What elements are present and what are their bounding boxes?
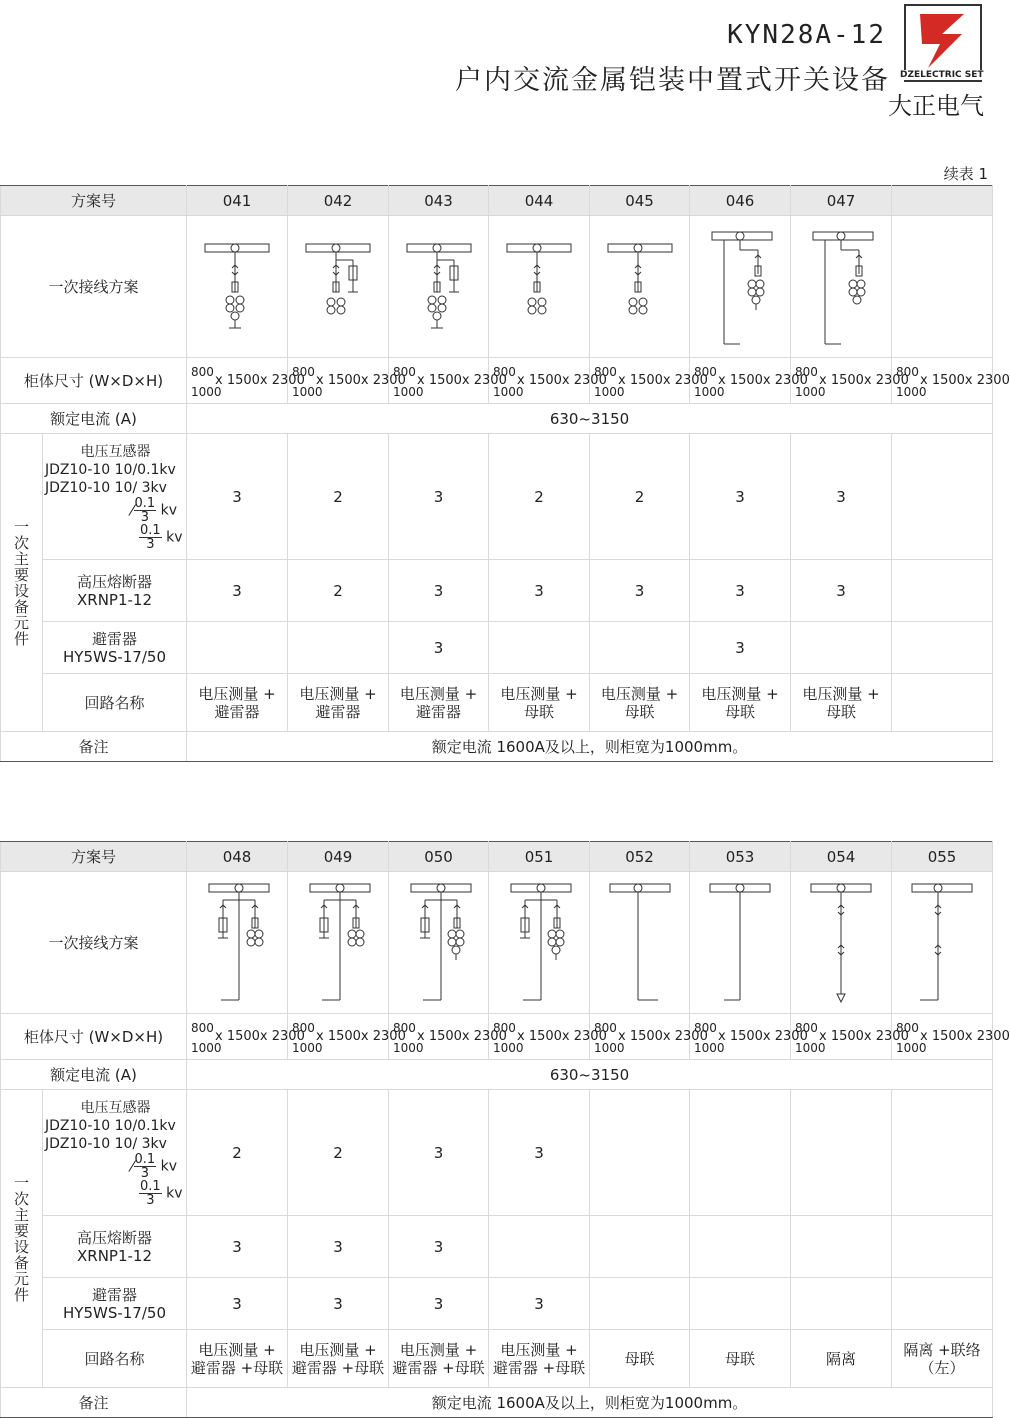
vt-qty xyxy=(892,434,993,560)
main-equipment-label: 一次主要设备元件 xyxy=(1,434,43,732)
arrester-qty: 3 xyxy=(389,622,489,674)
scheme-number: 054 xyxy=(791,842,892,872)
scheme-number-label: 方案号 xyxy=(1,186,187,216)
vt-qty xyxy=(590,1090,690,1216)
cabinet-size: 800 1000 x 1500x 2300 xyxy=(389,1014,489,1060)
wiring-diagram-043 xyxy=(389,216,489,358)
fuse-qty xyxy=(690,1216,791,1278)
circuit-name: 隔离 xyxy=(791,1330,892,1388)
cabinet-size: 800 1000 x 1500x 2300 xyxy=(389,358,489,404)
arrester-qty xyxy=(288,622,389,674)
scheme-number: 045 xyxy=(590,186,690,216)
arrester-qty xyxy=(489,622,590,674)
rated-current-row xyxy=(1,404,993,434)
scheme-number: 049 xyxy=(288,842,389,872)
circuit-name: 电压测量 + 母联 xyxy=(489,674,590,732)
arrester-qty xyxy=(791,622,892,674)
circuit-name: 隔离 +联络 （左） xyxy=(892,1330,993,1388)
fuse-qty: 3 xyxy=(288,1216,389,1278)
rated-current-value: 630~3150 xyxy=(187,1060,993,1090)
arrester-qty: 3 xyxy=(187,1278,288,1330)
wiring-diagram-054 xyxy=(791,872,892,1014)
arrester-qty xyxy=(690,1278,791,1330)
scheme-table-1 xyxy=(0,185,1010,762)
arrester-qty xyxy=(187,622,288,674)
cabinet-size: 800 1000 x 1500x 2300 xyxy=(791,358,892,404)
wiring-diagram-053 xyxy=(690,872,791,1014)
circuit-name: 电压测量 + 避雷器 +母联 xyxy=(288,1330,389,1388)
cabinet-size: 800 1000 x 1500x 2300 xyxy=(187,1014,288,1060)
remark-row xyxy=(1,1388,993,1418)
wiring-diagram-051 xyxy=(489,872,590,1014)
vt-qty: 2 xyxy=(288,434,389,560)
wiring-diagram-041 xyxy=(187,216,288,358)
vt-qty: 3 xyxy=(389,434,489,560)
fuse-qty: 3 xyxy=(389,560,489,622)
cabinet-size-label: 柜体尺寸 (W×D×H) xyxy=(1,1014,187,1060)
page-title: 户内交流金属铠装中置式开关设备 xyxy=(455,65,890,96)
scheme-number: 044 xyxy=(489,186,590,216)
circuit-name: 电压测量 + 避雷器 xyxy=(288,674,389,732)
circuit-name-row xyxy=(1,674,993,732)
circuit-name: 电压测量 + 母联 xyxy=(690,674,791,732)
wiring-diagram-055 xyxy=(892,872,993,1014)
vt-qty: 2 xyxy=(590,434,690,560)
vt-qty xyxy=(791,1090,892,1216)
rated-current-label: 额定电流 (A) xyxy=(1,404,187,434)
cabinet-size: 800 1000 x 1500x 2300 xyxy=(590,1014,690,1060)
cabinet-size: 800 1000 x 1500x 2300 xyxy=(892,358,993,404)
fuse-qty xyxy=(892,1216,993,1278)
scheme-number: 042 xyxy=(288,186,389,216)
scheme-number: 047 xyxy=(791,186,892,216)
arrester-qty xyxy=(590,1278,690,1330)
wiring-diagram-049 xyxy=(288,872,389,1014)
circuit-name-label: 回路名称 xyxy=(43,1330,187,1388)
wiring-row xyxy=(1,872,993,1014)
rated-current-row xyxy=(1,1060,993,1090)
arrester-label: 避雷器 HY5WS-17/50 xyxy=(43,622,187,674)
circuit-name-label: 回路名称 xyxy=(43,674,187,732)
main-equipment-label: 一次主要设备元件 xyxy=(1,1090,43,1388)
arrester-qty: 3 xyxy=(288,1278,389,1330)
fuse-label: 高压熔断器 XRNP1-12 xyxy=(43,1216,187,1278)
circuit-name: 电压测量 + 母联 xyxy=(590,674,690,732)
wiring-diagram-046 xyxy=(690,216,791,358)
arrester-row xyxy=(1,1278,993,1330)
fuse-qty xyxy=(489,1216,590,1278)
rated-current-label: 额定电流 (A) xyxy=(1,1060,187,1090)
scheme-table-2 xyxy=(0,841,1010,1418)
cabinet-size: 800 1000 x 1500x 2300 xyxy=(690,358,791,404)
vt-qty: 3 xyxy=(489,1090,590,1216)
scheme-number: 043 xyxy=(389,186,489,216)
scheme-number: 053 xyxy=(690,842,791,872)
wiring-diagram-052 xyxy=(590,872,690,1014)
arrester-label: 避雷器 HY5WS-17/50 xyxy=(43,1278,187,1330)
circuit-name: 电压测量 + 避雷器 +母联 xyxy=(187,1330,288,1388)
arrester-qty: 3 xyxy=(690,622,791,674)
vt-row xyxy=(1,434,993,560)
cabinet-size: 800 1000 x 1500x 2300 xyxy=(892,1014,993,1060)
wiring-diagram-050 xyxy=(389,872,489,1014)
vt-qty xyxy=(892,1090,993,1216)
scheme-number: 046 xyxy=(690,186,791,216)
fuse-qty: 3 xyxy=(590,560,690,622)
vt-qty: 3 xyxy=(187,434,288,560)
fuse-qty xyxy=(791,1216,892,1278)
vt-qty: 2 xyxy=(288,1090,389,1216)
fuse-qty: 2 xyxy=(288,560,389,622)
model-number: KYN28A-12 xyxy=(727,20,886,50)
vt-qty: 3 xyxy=(791,434,892,560)
circuit-name: 母联 xyxy=(690,1330,791,1388)
scheme-number: 051 xyxy=(489,842,590,872)
cabinet-size: 800 1000 x 1500x 2300 xyxy=(690,1014,791,1060)
remark-label: 备注 xyxy=(1,732,187,762)
arrester-qty xyxy=(892,622,993,674)
cabinet-size: 800 1000 x 1500x 2300 xyxy=(489,358,590,404)
wiring-diagram-044 xyxy=(489,216,590,358)
wiring-diagram-empty xyxy=(892,216,993,358)
circuit-name: 电压测量 + 避雷器 +母联 xyxy=(389,1330,489,1388)
remark-label: 备注 xyxy=(1,1388,187,1418)
scheme-number-row xyxy=(1,186,993,216)
fuse-row xyxy=(1,560,993,622)
arrester-row xyxy=(1,622,993,674)
vt-qty xyxy=(690,1090,791,1216)
rated-current-value: 630~3150 xyxy=(187,404,993,434)
arrester-qty xyxy=(791,1278,892,1330)
logo-chinese-name: 大正电气 xyxy=(888,92,984,120)
fuse-qty: 3 xyxy=(690,560,791,622)
vt-label: 电压互感器 JDZ10-10 10/0.1kv JDZ10-10 10/ 3kv ⁄ $\frac{0.1}{3}$ kv $\frac{0.1}{3}$ kv xyxy=(43,1090,187,1216)
vt-label: 电压互感器 JDZ10-10 10/0.1kv JDZ10-10 10/ 3kv ⁄ $\frac{0.1}{3}$ kv $\frac{0.1}{3}$ kv xyxy=(43,434,187,560)
arrester-qty xyxy=(590,622,690,674)
remark-text: 额定电流 1600A及以上，则柜宽为1000mm。 xyxy=(187,1388,993,1418)
lightning-icon xyxy=(906,6,980,80)
wiring-diagram-045 xyxy=(590,216,690,358)
circuit-name: 母联 xyxy=(590,1330,690,1388)
wiring-row xyxy=(1,216,993,358)
fuse-label: 高压熔断器 XRNP1-12 xyxy=(43,560,187,622)
cabinet-size-row xyxy=(1,1014,993,1060)
cabinet-size: 800 1000 x 1500x 2300 xyxy=(187,358,288,404)
continued-label: 续表 1 xyxy=(943,165,988,183)
circuit-name xyxy=(892,674,993,732)
wiring-diagram-047 xyxy=(791,216,892,358)
scheme-number: 055 xyxy=(892,842,993,872)
scheme-number-row xyxy=(1,842,993,872)
wiring-label: 一次接线方案 xyxy=(1,216,187,358)
cabinet-size-row xyxy=(1,358,993,404)
scheme-number: 050 xyxy=(389,842,489,872)
circuit-name: 电压测量 + 母联 xyxy=(791,674,892,732)
vt-qty: 3 xyxy=(389,1090,489,1216)
remark-row xyxy=(1,732,993,762)
logo-text: DZELECTRIC SET xyxy=(900,70,984,80)
scheme-number: 048 xyxy=(187,842,288,872)
fuse-row xyxy=(1,1216,993,1278)
wiring-label: 一次接线方案 xyxy=(1,872,187,1014)
cabinet-size: 800 1000 x 1500x 2300 xyxy=(288,358,389,404)
cabinet-size: 800 1000 x 1500x 2300 xyxy=(791,1014,892,1060)
company-logo xyxy=(888,4,996,120)
fuse-qty: 3 xyxy=(389,1216,489,1278)
circuit-name: 电压测量 + 避雷器 xyxy=(187,674,288,732)
wiring-diagram-048 xyxy=(187,872,288,1014)
fuse-qty xyxy=(590,1216,690,1278)
fuse-qty xyxy=(892,560,993,622)
circuit-name: 电压测量 + 避雷器 +母联 xyxy=(489,1330,590,1388)
remark-text: 额定电流 1600A及以上，则柜宽为1000mm。 xyxy=(187,732,993,762)
vt-qty: 2 xyxy=(489,434,590,560)
scheme-number xyxy=(892,186,993,216)
vt-row xyxy=(1,1090,993,1216)
fuse-qty: 3 xyxy=(187,560,288,622)
scheme-number-label: 方案号 xyxy=(1,842,187,872)
vt-qty: 3 xyxy=(690,434,791,560)
circuit-name-row xyxy=(1,1330,993,1388)
arrester-qty: 3 xyxy=(389,1278,489,1330)
cabinet-size: 800 1000 x 1500x 2300 xyxy=(288,1014,389,1060)
arrester-qty: 3 xyxy=(489,1278,590,1330)
cabinet-size-label: 柜体尺寸 (W×D×H) xyxy=(1,358,187,404)
fuse-qty: 3 xyxy=(791,560,892,622)
wiring-diagram-042 xyxy=(288,216,389,358)
scheme-number: 041 xyxy=(187,186,288,216)
cabinet-size: 800 1000 x 1500x 2300 xyxy=(489,1014,590,1060)
cabinet-size: 800 1000 x 1500x 2300 xyxy=(590,358,690,404)
vt-qty: 2 xyxy=(187,1090,288,1216)
fuse-qty: 3 xyxy=(489,560,590,622)
fuse-qty: 3 xyxy=(187,1216,288,1278)
arrester-qty xyxy=(892,1278,993,1330)
circuit-name: 电压测量 + 避雷器 xyxy=(389,674,489,732)
scheme-number: 052 xyxy=(590,842,690,872)
